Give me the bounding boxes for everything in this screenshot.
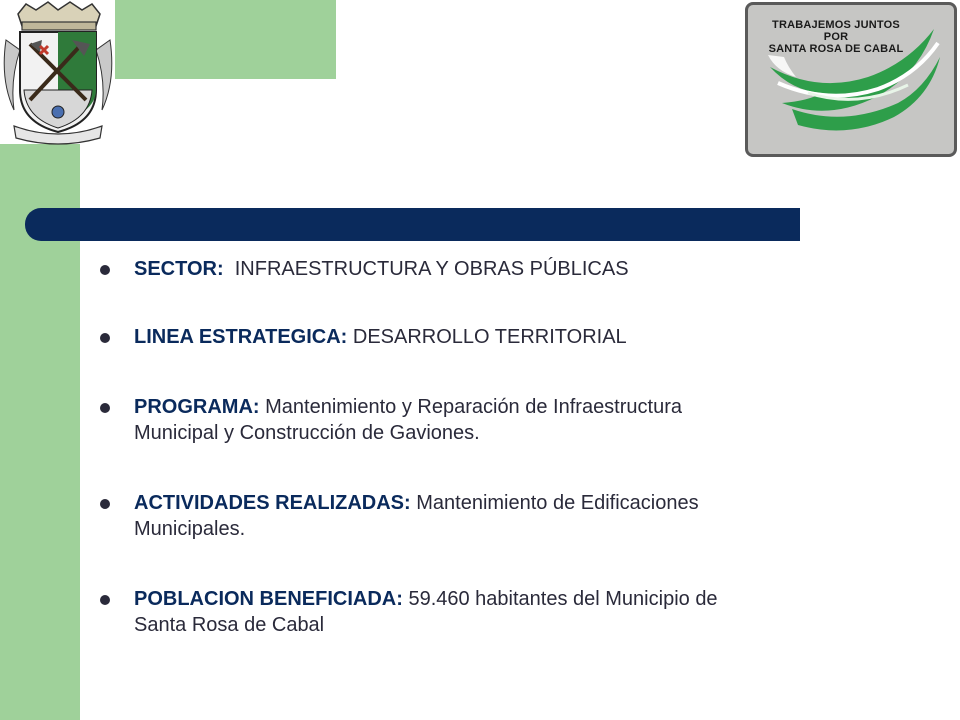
top-green-block — [115, 0, 336, 79]
bullet-poblacion-beneficiada — [100, 586, 718, 638]
bullet-dot — [100, 499, 110, 509]
bullet-actividades-realizadas — [100, 490, 699, 542]
bullet-label: ACTIVIDADES REALIZADAS: — [134, 492, 411, 514]
logo-line-1: TRABAJEMOS JUNTOS POR — [772, 19, 900, 43]
title-bar — [25, 208, 800, 241]
bullet-value: Mantenimiento y Reparación de Infraestructura — [259, 396, 682, 418]
bullet-value: Mantenimiento de Edificaciones — [410, 492, 699, 514]
bullet-value: INFRAESTRUCTURA Y OBRAS PÚBLICAS — [223, 258, 629, 280]
bullet-value-continued: Santa Rosa de Cabal — [134, 614, 325, 636]
bullet-label: PROGRAMA: — [134, 396, 260, 418]
bullet-dot — [100, 403, 110, 413]
bullet-sector — [100, 256, 629, 282]
logo-line-2: SANTA ROSA DE CABAL — [768, 43, 904, 55]
bullet-value: DESARROLLO TERRITORIAL — [347, 326, 627, 348]
coat-of-arms-icon — [0, 0, 116, 146]
bullet-dot — [100, 595, 110, 605]
bullet-value-continued: Municipales. — [134, 518, 246, 540]
bullet-value: 59.460 habitantes del Municipio de — [402, 588, 718, 610]
bullet-programa — [100, 394, 682, 446]
bullet-label: POBLACION BENEFICIADA: — [134, 588, 403, 610]
bullet-value-continued: Municipal y Construcción de Gaviones. — [134, 422, 480, 444]
bullet-label: SECTOR: — [134, 258, 224, 280]
logo-slogan — [766, 19, 906, 55]
bullet-dot — [100, 265, 110, 275]
campaign-logo — [745, 2, 957, 157]
bullet-label: LINEA ESTRATEGICA: — [134, 326, 348, 348]
bullet-linea-estrategica — [100, 324, 627, 350]
bullet-dot — [100, 333, 110, 343]
